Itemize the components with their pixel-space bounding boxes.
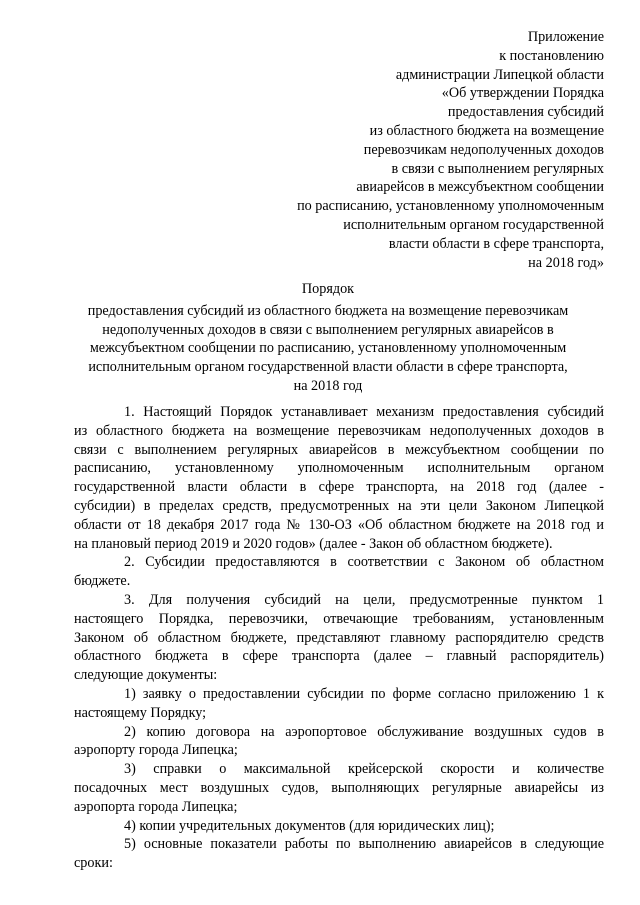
body-line: на плановый период 2019 и 2020 годов» (далее - Закон об областном бюджете). bbox=[74, 535, 553, 552]
appendix-line: на 2018 год» bbox=[528, 254, 604, 271]
appendix-line: предоставления субсидий bbox=[447, 104, 604, 121]
body-line: 5) основные показатели работы по выполнению авиарейсов в следующие bbox=[124, 836, 604, 853]
appendix-line: авиарейсов в межсубъектном сообщении bbox=[356, 179, 604, 196]
body-line: следующие документы: bbox=[74, 667, 218, 684]
body-line: 1) заявку о предоставлении субсидии по форме согласно приложению 1 к bbox=[124, 685, 604, 702]
document-title bbox=[48, 280, 608, 396]
body-line: 3) справки о максимальной крейсерской скорости и количестве bbox=[124, 761, 604, 778]
title-line: исполнительным органом государственной власти области в сфере транспорта, bbox=[88, 359, 568, 376]
appendix-line: исполнительным органом государственной bbox=[343, 216, 604, 233]
body-line: настоящего Порядка, перевозчики, отвечающие требованиям, установленным bbox=[74, 610, 604, 627]
title-line: на 2018 год bbox=[293, 377, 363, 394]
body-line: 2) копию договора на аэропортовое обслуживание воздушных судов в bbox=[124, 723, 604, 740]
appendix-line: администрации Липецкой области bbox=[395, 66, 604, 83]
appendix-line: по расписанию, установленному уполномоченным bbox=[297, 198, 604, 215]
appendix-line: к постановлению bbox=[499, 47, 604, 64]
body-line: посадочных мест воздушных судов, выполняющих регулярные авиарейсы из bbox=[74, 779, 604, 796]
body-line: областного бюджета в сфере транспорта (далее – главный распорядитель) bbox=[74, 648, 604, 665]
appendix-header bbox=[184, 28, 604, 272]
body-line: расписанию, установленному уполномоченным исполнительным органом bbox=[74, 460, 604, 477]
title-line: недополученных доходов в связи с выполнением регулярных авиарейсов в bbox=[102, 321, 554, 338]
body-line: аэропорту города Липецка; bbox=[74, 742, 238, 759]
body-line: государственной власти области в сфере транспорта, на 2018 год (далее - bbox=[74, 479, 604, 496]
body-line: аэропорта города Липецка; bbox=[74, 798, 238, 815]
body-line: 2. Субсидии предоставляются в соответствии с Законом об областном bbox=[124, 554, 604, 571]
appendix-line: в связи с выполнением регулярных bbox=[391, 160, 604, 177]
body-line: 1. Настоящий Порядок устанавливает механизм предоставления субсидий bbox=[124, 404, 604, 420]
appendix-line: из областного бюджета на возмещение bbox=[369, 122, 604, 139]
body-line: настоящему Порядку; bbox=[74, 704, 207, 721]
document-body bbox=[74, 403, 604, 873]
title-line: межсубъектном сообщении по расписанию, установленному уполномоченным bbox=[89, 340, 567, 357]
appendix-line: перевозчикам недополученных доходов bbox=[363, 141, 604, 158]
body-line: Законом об областном бюджете, представляют главному распорядителю средств bbox=[74, 629, 604, 646]
body-line: сроки: bbox=[74, 855, 113, 872]
title-line: предоставления субсидий из областного бюджета на возмещение перевозчикам bbox=[87, 302, 569, 319]
body-line: бюджете. bbox=[74, 573, 131, 590]
body-line: связи с выполнением регулярных авиарейсов в межсубъектном сообщении по bbox=[74, 441, 604, 458]
title-heading: Порядок bbox=[301, 281, 355, 297]
appendix-line: «Об утверждении Порядка bbox=[441, 85, 604, 102]
body-line: 3. Для получения субсидий на цели, предусмотренные пунктом 1 bbox=[124, 591, 604, 608]
appendix-line: Приложение bbox=[527, 29, 604, 45]
body-line: субсидии) в пределах средств, предусмотренных на эти цели Законом Липецкой bbox=[74, 497, 604, 514]
body-line: из областного бюджета на возмещение перевозчикам недополученных доходов в bbox=[74, 422, 604, 439]
appendix-line: власти области в сфере транспорта, bbox=[388, 235, 604, 252]
body-line: области от 18 декабря 2017 года № 130-ОЗ «Об областном бюджете на 2018 год и bbox=[74, 516, 604, 533]
body-line: 4) копии учредительных документов (для юридических лиц); bbox=[124, 817, 495, 834]
